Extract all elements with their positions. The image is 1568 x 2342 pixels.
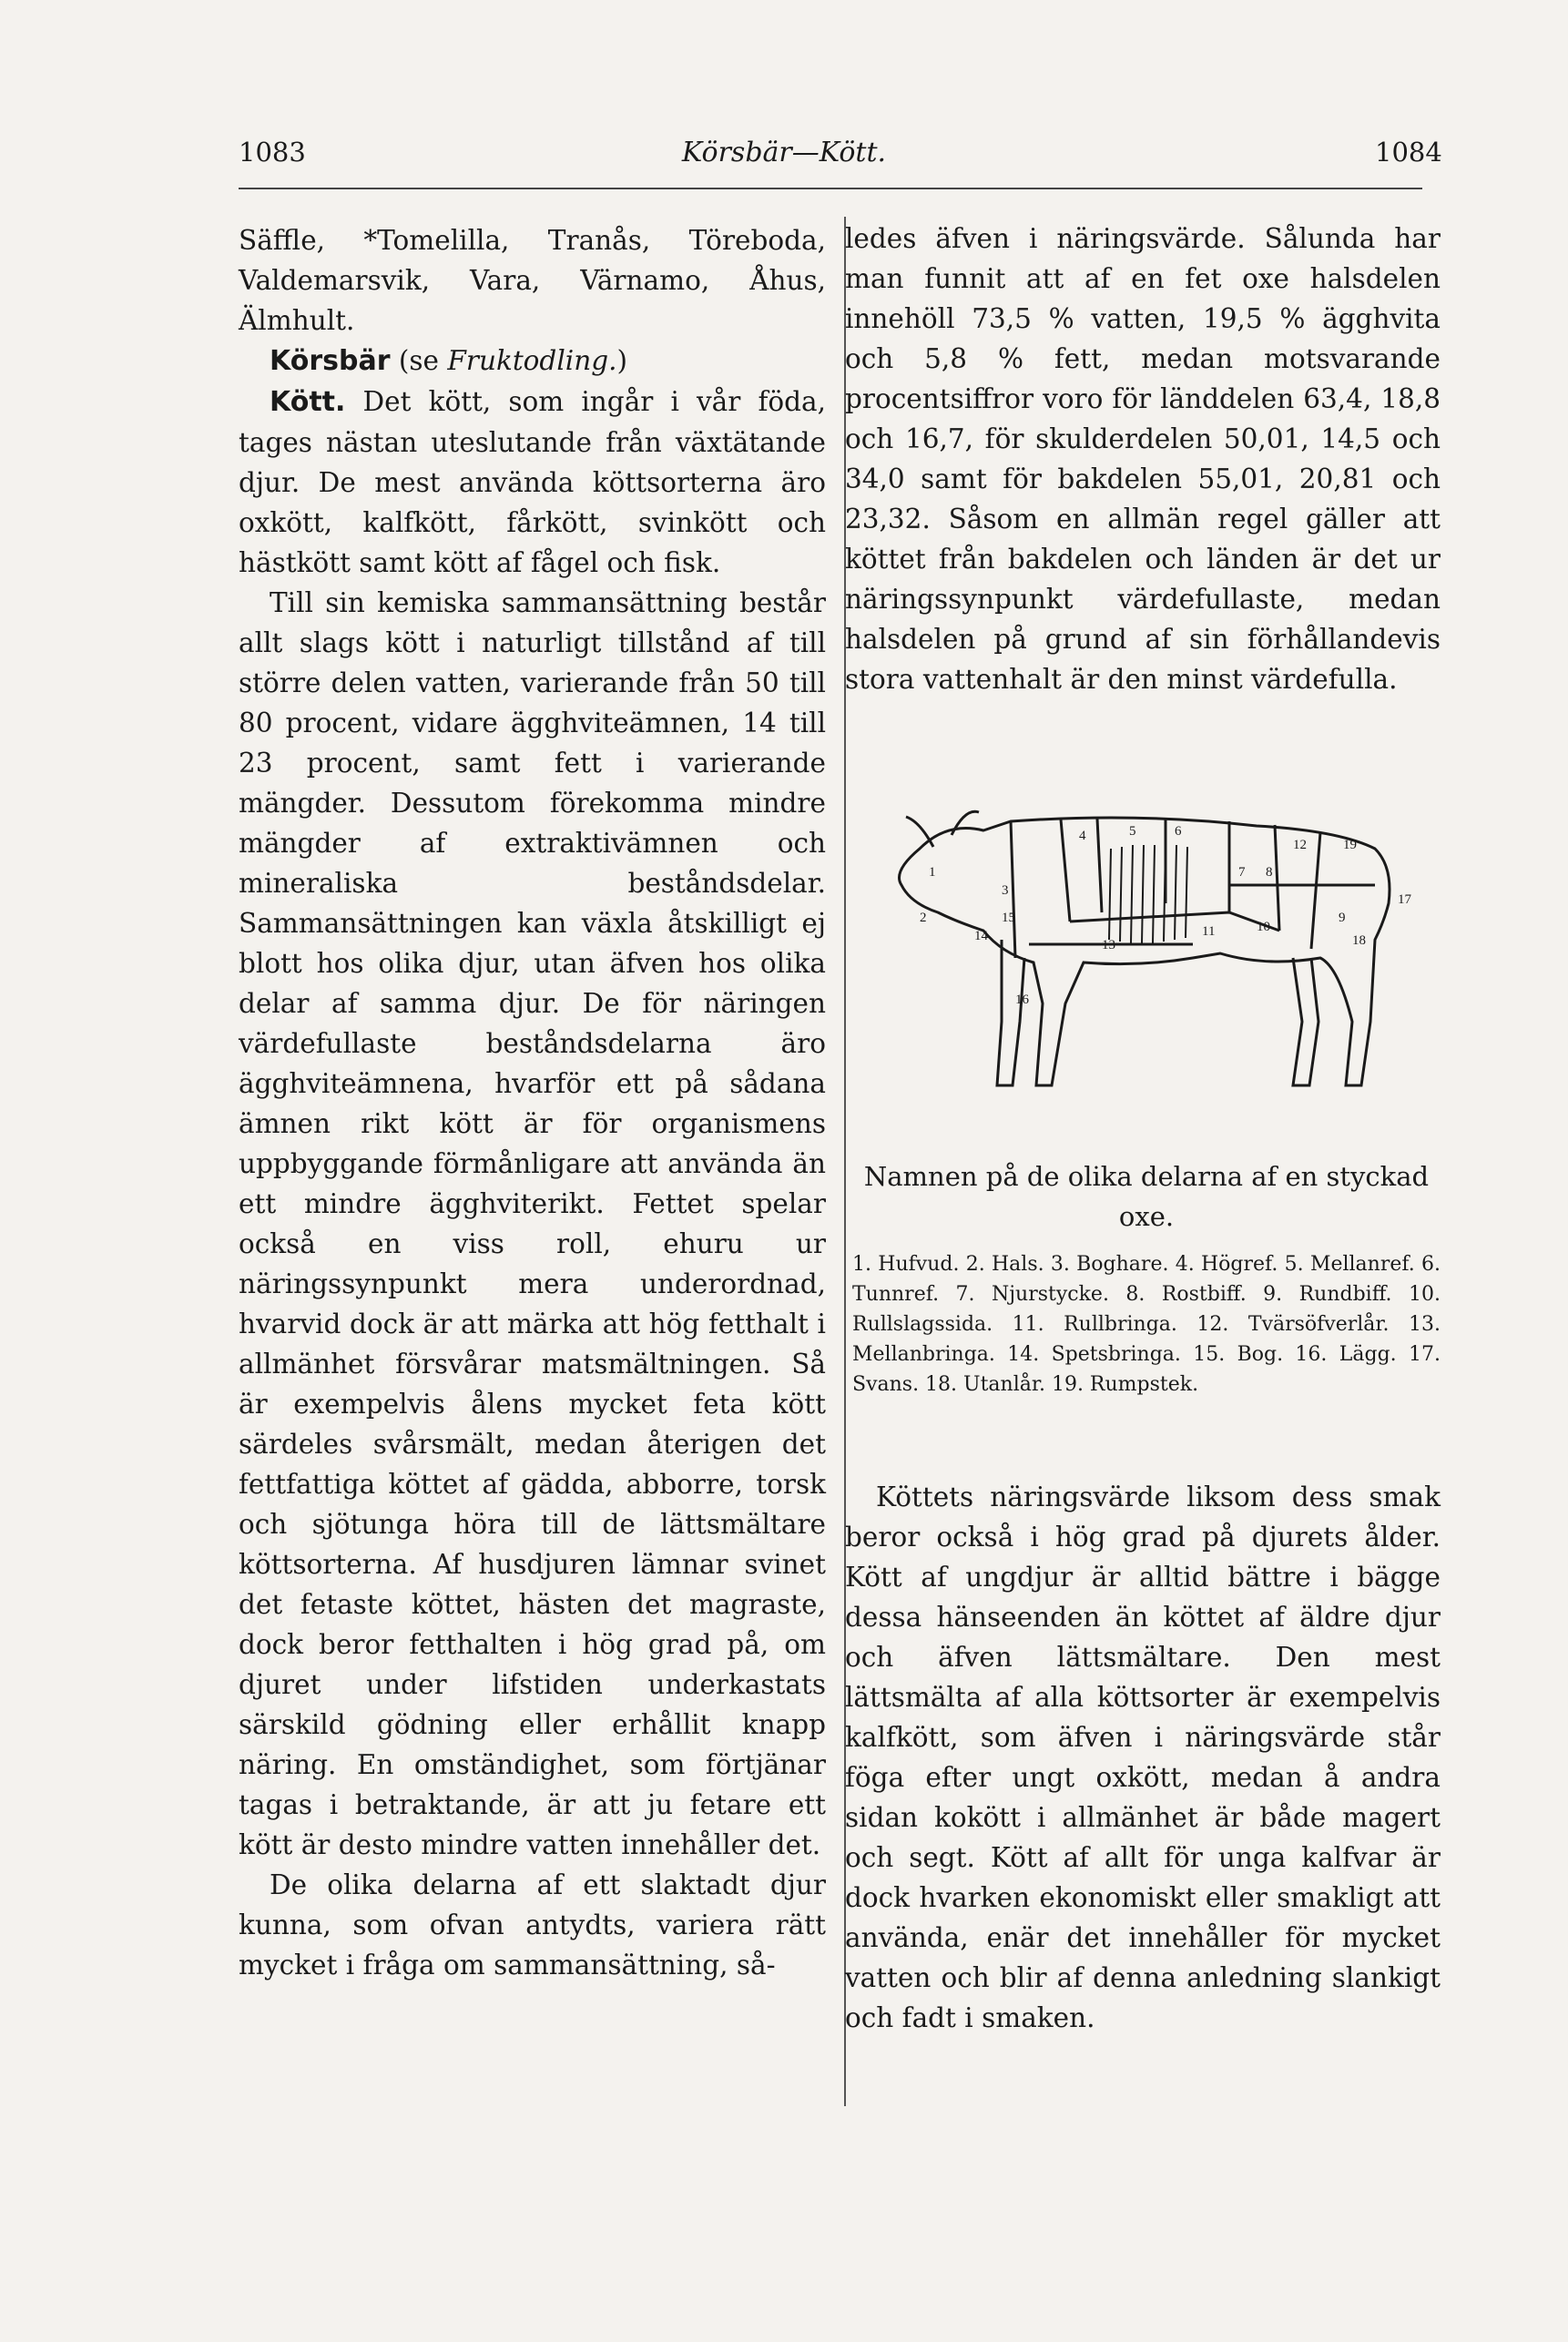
cut-label-18: 18 bbox=[1352, 933, 1366, 948]
entry-korsbar-text-a: (se bbox=[390, 345, 448, 376]
figure-legend bbox=[852, 1249, 1441, 1400]
entry-kott-keyword: Kött. bbox=[270, 386, 346, 418]
entry-korsbar-text-b: ) bbox=[616, 345, 627, 376]
cut-label-13: 13 bbox=[1102, 938, 1115, 952]
cut-label-1: 1 bbox=[929, 865, 936, 880]
cut-label-11: 11 bbox=[1202, 924, 1216, 939]
cut-label-17: 17 bbox=[1398, 892, 1411, 907]
page-number-right: 1084 bbox=[1375, 137, 1442, 168]
figure-legend-text: 1. Hufvud. 2. Hals. 3. Bogharе. 4. Högref. 5. Mellanref. 6. Tunnref. 7. Njurstycke. 8. Rostbiff. 9. Rundbiff. 10. Rullslagssida. 11. Rullbringa. 12. Tvärsöfverlår. 13. Mellanbringa. 14. Spetsbringa. 15. Bog. 16. Lägg. 17. Svans. 18. Utanlår. 19. Rumpstek. bbox=[852, 1253, 1441, 1396]
entry-korsbar-keyword: Körsbär bbox=[270, 345, 391, 377]
cut-label-6: 6 bbox=[1175, 824, 1182, 839]
cut-label-8: 8 bbox=[1266, 865, 1273, 880]
cut-label-2: 2 bbox=[920, 911, 927, 925]
paragraph-age: Köttets näringsvärde liksom dess smak beror också i hög grad på djurets ålder. Kött af ungdjur är alltid bättre i bägge dessa hänseenden än köttet af äldre djur och äfven lättsmältare. Den mest lättsmälta af alla köttsorter är exempelvis kalfkött, som äfven i näringsvärde står föga efter ungt oxkött, medan å andra sidan kokött i allmänhet är både magert och segt. Kött af allt för unga kalfvar är dock hvarken ekonomiskt eller smakligt att använda, enär det innehåller för mycket vatten och blir af denna anledning slankigt och fadt i smaken. bbox=[845, 1482, 1441, 2033]
cut-label-12: 12 bbox=[1293, 838, 1307, 852]
cut-label-4: 4 bbox=[1079, 829, 1086, 843]
running-title: Körsbär—Kött. bbox=[681, 137, 887, 168]
cut-label-9: 9 bbox=[1339, 911, 1346, 925]
paragraph-nutrition: ledes äfven i näringsvärde. Sålunda har man funnit att af en fet oxe halsdelen innehöll 73,5 % vatten, 19,5 % ägghvita och 5,8 % fett, medan motsvarande procentsiffror voro för länddelen 63,4, 18,8 och 16,7, för skulderdelen 50,01, 14,5 och 34,0 samt för bakdelen 55,01, 20,81 och 23,32. Såsom en allmän regel gäller att köttet från bakdelen och länden är det ur näringssynpunkt värdefullaste, medan halsdelen på grund af sin förhållandevis stora vattenhalt är den minst värdefulla. bbox=[845, 223, 1441, 695]
entry-korsbar-reference: Fruktodling. bbox=[447, 345, 617, 376]
paragraph-parts: De olika delarna af ett slaktadt djur kunna, som ofvan antydts, variera rätt mycket i fråga om sammansättning, så- bbox=[239, 1869, 826, 1981]
entry-korsbar bbox=[239, 341, 826, 382]
left-column bbox=[239, 220, 826, 1985]
cut-label-19: 19 bbox=[1343, 838, 1357, 852]
paragraph-place-list: Säffle, *Tomelilla, Tranås, Töreboda, Valdemarsvik, Vara, Värnamo, Åhus, Älmhult. bbox=[239, 225, 826, 336]
header-rule bbox=[239, 188, 1422, 189]
right-column bbox=[845, 219, 1441, 699]
cut-label-3: 3 bbox=[1002, 883, 1009, 898]
cut-label-14: 14 bbox=[974, 929, 988, 943]
figure-caption: Namnen på de olika delarna af en styckad oxe. bbox=[863, 1161, 1430, 1232]
right-column-lower bbox=[845, 1477, 1441, 2038]
page-number-left: 1083 bbox=[239, 137, 306, 168]
cut-label-16: 16 bbox=[1015, 993, 1029, 1007]
entry-kott-text: Det kött, som ingår i vår föda, tages nästan uteslutande från växtätande djur. De mest använda köttsorterna äro oxkött, kalfkött, fårkött, svinkött och hästkött samt kött af fågel och fisk. bbox=[239, 386, 826, 578]
entry-kott bbox=[239, 382, 826, 583]
ox-cuts-illustration bbox=[865, 785, 1430, 1149]
paragraph-composition: Till sin kemiska sammansättning består allt slags kött i naturligt tillstånd af till större delen vatten, varierande från 50 till 80 procent, vidare ägghviteämnen, 14 till 23 procent, samt fett i varierande mängder. Dessutom förekomma mindre mängder af extraktivämnen och mineraliska beståndsdelar. Sammansättningen kan växla åtskilligt ej blott hos olika djur, utan äfven hos olika delar af samma djur. De för näringen värdefullaste beståndsdelarna äro ägghviteämnena, hvarför ett på sådana ämnen rikt kött är för organismens uppbyggande förmånligare att använda än ett mindre ägghviterikt. Fettet spelar också en viss roll, ehuru ur näringssynpunkt mera underordnad, hvarvid dock är att märka att hög fetthalt i allmänhet försvårar matsmältningen. Så är exempelvis ålens mycket feta kött särdeles svårsmält, medan återigen det fettfattiga köttet af gädda, abborre, torsk och sjötunga höra till de lättsmältare köttsorterna. Af husdjuren lämnar svinet det fetaste köttet, hästen det magraste, dock beror fetthalten i hög grad på, om djuret under lifstiden underkastats särskild gödning eller erhållit knapp näring. En omständighet, som förtjänar tagas i betraktande, är att ju fetare ett kött är desto mindre vatten innehåller det. bbox=[239, 587, 826, 1860]
cut-label-15: 15 bbox=[1002, 911, 1015, 925]
cut-label-7: 7 bbox=[1238, 865, 1246, 880]
cut-label-5: 5 bbox=[1129, 824, 1136, 839]
cut-label-10: 10 bbox=[1257, 920, 1270, 934]
